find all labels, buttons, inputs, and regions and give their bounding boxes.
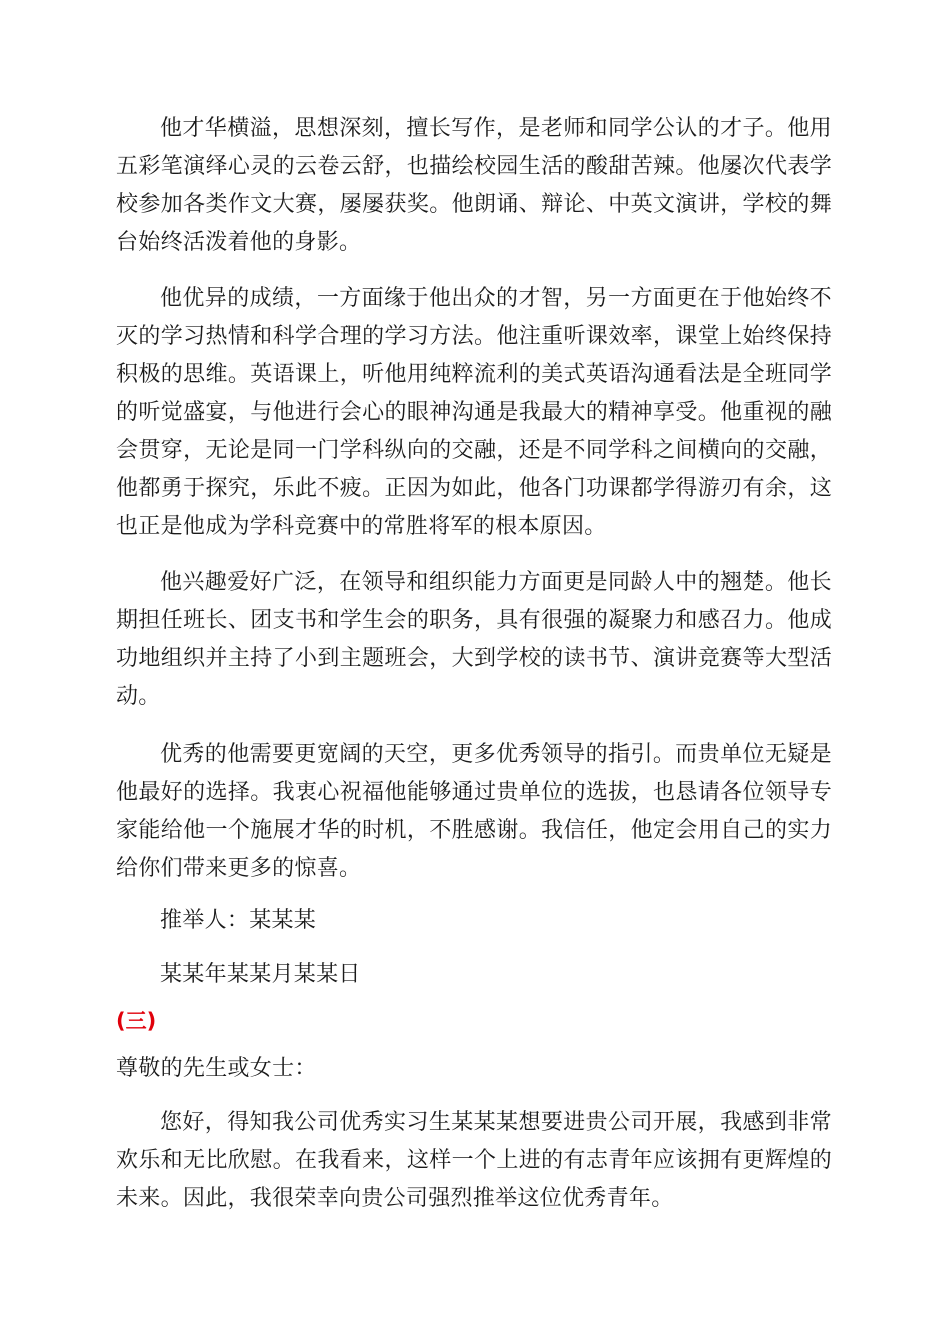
salutation-line: 尊敬的先生或女士： bbox=[116, 1056, 317, 1081]
paragraph-leadership: 他兴趣爱好广泛，在领导和组织能力方面更是同龄人中的翘楚。他长期担任班长、团支书和学生会的职务，具有很强的凝聚力和感召力。他成功地组织并主持了小到主题班会，大到学校的读书节、演讲竞赛等大型活动。 bbox=[116, 570, 832, 709]
paragraph-recommendation: 优秀的他需要更宽阔的天空，更多优秀领导的指引。而贵单位无疑是他最好的选择。我衷心祝福他能够通过贵单位的选拔，也恳请各位领导专家能给他一个施展才华的时机，不胜感谢。我信任，他定会用自己的实力给你们带来更多的惊喜。 bbox=[116, 742, 832, 881]
paragraph-talent: 他才华横溢，思想深刻，擅长写作，是老师和同学公认的才子。他用五彩笔演绎心灵的云卷云舒，也描绘校园生活的酸甜苦辣。他屡次代表学校参加各类作文大赛，屡屡获奖。他朗诵、辩论、中英文演讲，学校的舞台始终活泼着他的身影。 bbox=[116, 116, 832, 255]
date-line: 某某年某某月某某日 bbox=[160, 962, 361, 987]
paragraph-greeting: 您好，得知我公司优秀实习生某某某想要进贵公司开展，我感到非常欢乐和无比欣慰。在我看来，这样一个上进的有志青年应该拥有更辉煌的未来。因此，我很荣幸向贵公司强烈推举这位优秀青年。 bbox=[116, 1110, 832, 1211]
document-page bbox=[116, 110, 832, 1218]
section-heading: (三) bbox=[116, 1009, 157, 1033]
paragraph-academics: 他优异的成绩，一方面缘于他出众的才智，另一方面更在于他始终不灭的学习热情和科学合理的学习方法。他注重听课效率，课堂上始终保持积极的思维。英语课上，听他用纯粹流利的美式英语沟通看法是全班同学的听觉盛宴，与他进行会心的眼神沟通是我最大的精神享受。他重视的融会贯穿，无论是同一门学科纵向的交融，还是不同学科之间横向的交融，他都勇于探究，乐此不疲。正因为如此，他各门功课都学得游刃有余，这也正是他成为学科竞赛中的常胜将军的根本原因。 bbox=[116, 286, 832, 539]
signer-line: 推举人：某某某 bbox=[160, 908, 317, 933]
